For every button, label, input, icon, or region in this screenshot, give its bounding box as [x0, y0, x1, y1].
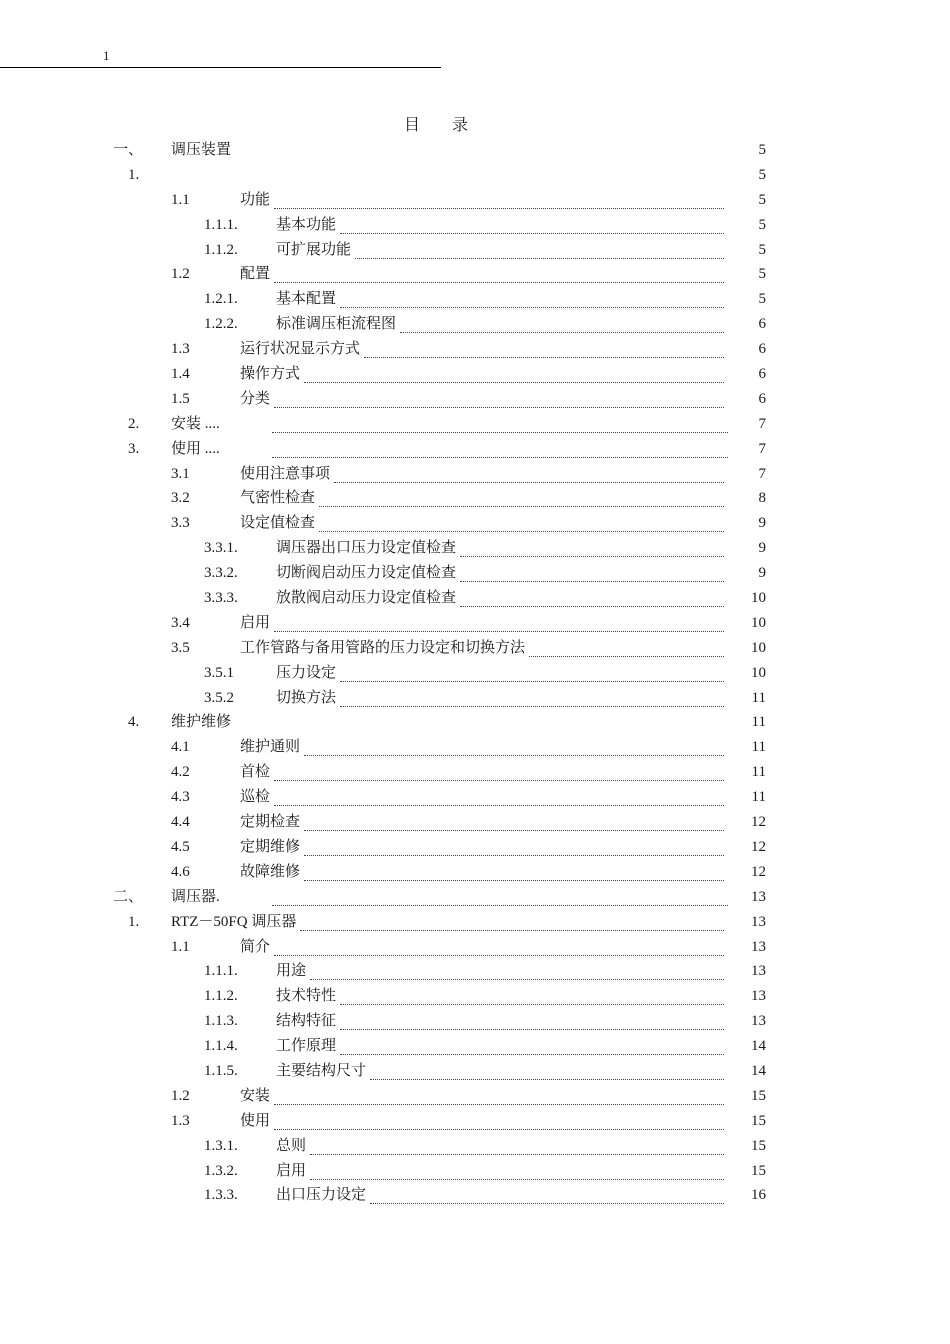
toc-dot-leader	[364, 337, 724, 358]
toc-entry[interactable]	[0, 661, 950, 686]
toc-entry-title: 设定值检查	[240, 515, 316, 532]
toc-entry[interactable]	[0, 1183, 950, 1208]
toc-entry-page: 13	[751, 938, 766, 955]
toc-entry-page: 9	[758, 565, 766, 582]
toc-entry[interactable]	[0, 213, 950, 238]
toc-entry-number: 3.3.3.	[204, 590, 238, 607]
toc-entry-number: 2.	[128, 415, 140, 432]
toc-dot-leader	[460, 586, 724, 607]
toc-entry-title: 使用注意事项	[240, 465, 331, 482]
toc-entry-page: 11	[751, 689, 766, 706]
toc-entry[interactable]	[0, 287, 950, 312]
toc-dot-leader	[300, 910, 724, 931]
toc-dot-leader	[304, 810, 724, 831]
toc-entry-title: 巡检	[240, 789, 271, 806]
toc-entry-number: 1.1.4.	[204, 1038, 238, 1055]
toc-entry[interactable]	[0, 511, 950, 536]
toc-entry-page: 13	[751, 963, 766, 980]
toc-entry-title: 维护通则	[240, 739, 301, 756]
toc-entry-number: 3.5.1	[204, 664, 234, 681]
toc-entry[interactable]	[0, 860, 950, 885]
toc-entry[interactable]	[0, 337, 950, 362]
toc-title: 目 录	[403, 117, 482, 134]
toc-entry-page: 5	[758, 142, 766, 158]
toc-entry-page: 6	[758, 341, 766, 358]
toc-dot-leader	[274, 785, 724, 806]
toc-entry[interactable]	[0, 238, 950, 263]
toc-entry-page: 12	[751, 863, 766, 880]
toc-entry-number: 1.1	[171, 938, 190, 955]
toc-entry-page: 5	[758, 291, 766, 308]
toc-entry-title: 用途	[276, 963, 307, 980]
toc-entry-title: 气密性检查	[240, 490, 316, 507]
toc-entry-page: 15	[751, 1162, 766, 1179]
toc-entry-page: 15	[751, 1112, 766, 1129]
toc-entry[interactable]	[0, 188, 950, 213]
toc-entry-page: 5	[758, 191, 766, 208]
toc-entry-page: 11	[751, 714, 766, 731]
toc-entry[interactable]	[0, 486, 950, 511]
toc-entry-number: 1.2	[171, 1087, 190, 1104]
toc-entry[interactable]	[0, 262, 950, 287]
toc-entry-number: 1.3.1.	[204, 1137, 238, 1154]
toc-entry-page: 5	[758, 241, 766, 258]
toc-entry-number: 1.3	[171, 1112, 190, 1129]
toc-entry[interactable]	[0, 561, 950, 586]
toc-entry-number: 1.5	[171, 390, 190, 407]
toc-entry-page: 13	[751, 988, 766, 1005]
toc-dot-leader	[529, 636, 724, 657]
toc-entry-number: 1.2.2.	[204, 316, 238, 333]
toc-entry-number: 一、	[113, 142, 144, 158]
toc-entry-title: 切换方法	[276, 689, 337, 706]
toc-entry-title: 切断阀启动压力设定值检查	[276, 565, 457, 582]
toc-dot-leader	[274, 188, 724, 209]
toc-entry-title: 操作方式	[240, 366, 301, 383]
toc-entry-number: 3.3.1.	[204, 540, 238, 557]
toc-dot-leader	[274, 1109, 724, 1130]
toc-entry-number: 1.1.1.	[204, 963, 238, 980]
toc-entry-number: 4.	[128, 714, 140, 731]
toc-entry-number: 3.3	[171, 515, 190, 532]
toc-entry[interactable]	[0, 1009, 950, 1034]
toc-entry-page: 11	[751, 764, 766, 781]
toc-entry-page: 10	[751, 664, 766, 681]
toc-dot-leader	[370, 1059, 724, 1080]
toc-dot-leader	[340, 661, 724, 682]
toc-entry-title: 配置	[240, 266, 271, 283]
toc-entry[interactable]	[0, 536, 950, 561]
toc-entry-number: 1.1	[171, 191, 190, 208]
toc-entry[interactable]	[0, 362, 950, 387]
toc-entry-number: 3.5.2	[204, 689, 234, 706]
toc-entry-page: 13	[751, 888, 766, 905]
toc-entry-number: 4.2	[171, 764, 190, 781]
toc-entry-page: 13	[751, 1013, 766, 1030]
toc-entry-page: 10	[751, 590, 766, 607]
toc-entry[interactable]	[0, 835, 950, 860]
toc-entry-title: 维护维修	[171, 714, 232, 731]
toc-dot-leader	[310, 959, 724, 980]
toc-entry[interactable]	[0, 935, 950, 960]
toc-dot-leader	[370, 1183, 724, 1204]
toc-entry-number: 4.6	[171, 863, 190, 880]
toc-entry-page: 15	[751, 1087, 766, 1104]
toc-entry[interactable]	[0, 1084, 950, 1109]
toc-entry-page: 5	[758, 216, 766, 233]
toc-entry-title: 定期检查	[240, 814, 301, 831]
toc-dot-leader	[460, 536, 724, 557]
toc-dot-leader	[340, 1034, 724, 1055]
toc-entry-number: 1.3.3.	[204, 1187, 238, 1204]
toc-entry[interactable]	[0, 1134, 950, 1159]
toc-entry-number: 1.1.1.	[204, 216, 238, 233]
toc-entry-page: 7	[758, 415, 766, 432]
toc-entry-page: 8	[758, 490, 766, 507]
toc-entry-number: 1.1.3.	[204, 1013, 238, 1030]
toc-dot-leader	[304, 735, 724, 756]
toc-entry-number: 1.1.2.	[204, 988, 238, 1005]
toc-entry-number: 3.2	[171, 490, 190, 507]
toc-entry-title: 标准调压柜流程图	[276, 316, 397, 333]
toc-entry[interactable]	[0, 611, 950, 636]
toc-entry-number: 4.1	[171, 739, 190, 756]
toc-entry-title: 简介	[240, 938, 271, 955]
toc-entry-number: 1.2.1.	[204, 291, 238, 308]
toc-entry-page: 11	[751, 739, 766, 756]
toc-entry-title: 工作管路与备用管路的压力设定和切换方法	[240, 639, 526, 656]
toc-entry-number: 3.3.2.	[204, 565, 238, 582]
toc-entry[interactable]	[0, 686, 950, 711]
toc-entry-page: 6	[758, 316, 766, 333]
toc-dot-leader	[274, 387, 724, 408]
toc-entry-number: 1.4	[171, 366, 190, 383]
toc-entry[interactable]	[0, 885, 950, 910]
toc-entry-page: 11	[751, 789, 766, 806]
toc-entry-title: 故障维修	[240, 863, 301, 880]
toc-dot-leader	[319, 511, 724, 532]
toc-entry-title: 基本功能	[276, 216, 337, 233]
toc-entry-title: 安装	[240, 1087, 271, 1104]
toc-entry-title: 调压器.	[171, 888, 220, 905]
toc-entry[interactable]	[0, 760, 950, 785]
table-of-contents	[0, 138, 950, 1208]
toc-entry-page: 6	[758, 390, 766, 407]
header-rule	[0, 67, 441, 68]
toc-dot-leader	[272, 885, 728, 906]
toc-dot-leader	[272, 437, 728, 458]
toc-dot-leader	[340, 1009, 724, 1030]
toc-entry[interactable]	[0, 984, 950, 1009]
toc-entry-page: 6	[758, 366, 766, 383]
toc-entry-page: 9	[758, 515, 766, 532]
toc-dot-leader	[460, 561, 724, 582]
toc-entry-page: 12	[751, 814, 766, 831]
toc-entry-title: 主要结构尺寸	[276, 1062, 367, 1079]
toc-entry-title: 使用	[240, 1112, 271, 1129]
toc-entry-page: 13	[751, 913, 766, 930]
toc-entry-number: 3.	[128, 440, 140, 457]
toc-dot-leader	[274, 262, 724, 283]
toc-entry[interactable]	[0, 1109, 950, 1134]
toc-entry-title: 放散阀启动压力设定值检查	[276, 590, 457, 607]
toc-dot-leader	[340, 213, 724, 234]
toc-entry-title: 首检	[240, 764, 271, 781]
toc-dot-leader	[400, 312, 724, 333]
toc-entry-number: 1.3	[171, 341, 190, 358]
toc-entry-page: 16	[751, 1187, 766, 1204]
toc-entry-title: 安装 ....	[171, 415, 220, 432]
toc-entry[interactable]	[0, 785, 950, 810]
toc-entry-title: 功能	[240, 191, 271, 208]
toc-entry-title: 启用	[276, 1162, 307, 1179]
toc-entry[interactable]	[0, 138, 950, 163]
toc-entry-title: 调压器出口压力设定值检查	[276, 540, 457, 557]
toc-entry-page: 7	[758, 440, 766, 457]
toc-dot-leader	[310, 1159, 724, 1180]
toc-dot-leader	[304, 860, 724, 881]
toc-dot-leader	[274, 935, 724, 956]
toc-dot-leader	[340, 686, 724, 707]
toc-entry[interactable]	[0, 586, 950, 611]
toc-entry[interactable]	[0, 735, 950, 760]
toc-entry-number: 1.1.5.	[204, 1062, 238, 1079]
toc-dot-leader	[334, 462, 724, 483]
toc-entry[interactable]	[0, 910, 950, 935]
toc-entry-number: 1.1.2.	[204, 241, 238, 258]
toc-entry[interactable]	[0, 387, 950, 412]
toc-dot-leader	[319, 486, 724, 507]
toc-entry-number: 4.4	[171, 814, 190, 831]
toc-entry-page: 10	[751, 614, 766, 631]
toc-entry-number: 4.5	[171, 838, 190, 855]
toc-entry-title: RTZ－50FQ 调压器	[171, 913, 297, 930]
toc-entry-number: 1.	[128, 166, 140, 183]
toc-dot-leader	[340, 984, 724, 1005]
toc-entry-title: 启用	[240, 614, 271, 631]
toc-entry-page: 9	[758, 540, 766, 557]
toc-entry-title: 分类	[240, 390, 271, 407]
toc-entry[interactable]	[0, 462, 950, 487]
toc-entry[interactable]	[0, 163, 950, 188]
toc-entry-title: 可扩展功能	[276, 241, 352, 258]
toc-entry[interactable]	[0, 437, 950, 462]
page-number: 1	[103, 48, 110, 63]
toc-entry-number: 1.	[128, 913, 140, 930]
toc-entry-number: 3.5	[171, 639, 190, 656]
toc-entry-title: 技术特性	[276, 988, 337, 1005]
toc-entry[interactable]	[0, 810, 950, 835]
toc-entry-number: 3.4	[171, 614, 190, 631]
toc-dot-leader	[304, 835, 724, 856]
toc-entry-page: 14	[751, 1062, 766, 1079]
toc-entry-title: 总则	[276, 1137, 307, 1154]
toc-entry[interactable]	[0, 1034, 950, 1059]
toc-entry-number: 二、	[113, 888, 144, 905]
toc-entry-page: 14	[751, 1038, 766, 1055]
toc-entry-page: 5	[758, 166, 766, 183]
toc-entry-number: 3.1	[171, 465, 190, 482]
toc-dot-leader	[274, 760, 724, 781]
toc-dot-leader	[274, 611, 724, 632]
toc-dot-leader	[304, 362, 724, 383]
toc-entry-page: 7	[758, 465, 766, 482]
toc-entry-number: 4.3	[171, 789, 190, 806]
toc-entry[interactable]	[0, 710, 950, 735]
toc-dot-leader	[272, 412, 728, 433]
toc-entry-page: 12	[751, 838, 766, 855]
toc-entry-number: 1.2	[171, 266, 190, 283]
toc-entry[interactable]	[0, 1059, 950, 1084]
toc-entry-title: 使用 ....	[171, 440, 220, 457]
toc-entry-page: 15	[751, 1137, 766, 1154]
toc-entry-page: 5	[758, 266, 766, 283]
toc-entry-title: 结构特征	[276, 1013, 337, 1030]
toc-dot-leader	[355, 238, 724, 259]
toc-dot-leader	[274, 1084, 724, 1105]
toc-entry-title: 出口压力设定	[276, 1187, 367, 1204]
toc-entry-number: 1.3.2.	[204, 1162, 238, 1179]
toc-dot-leader	[310, 1134, 724, 1155]
toc-entry[interactable]	[0, 312, 950, 337]
toc-entry[interactable]	[0, 959, 950, 984]
toc-entry[interactable]	[0, 412, 950, 437]
toc-entry-title: 工作原理	[276, 1038, 337, 1055]
toc-entry-title: 压力设定	[276, 664, 337, 681]
toc-entry-title: 基本配置	[276, 291, 337, 308]
toc-entry[interactable]	[0, 636, 950, 661]
toc-entry-title: 调压装置	[171, 142, 232, 158]
toc-entry[interactable]	[0, 1159, 950, 1184]
toc-entry-title: 定期维修	[240, 838, 301, 855]
toc-dot-leader	[340, 287, 724, 308]
toc-entry-title: 运行状况显示方式	[240, 341, 361, 358]
toc-entry-page: 10	[751, 639, 766, 656]
